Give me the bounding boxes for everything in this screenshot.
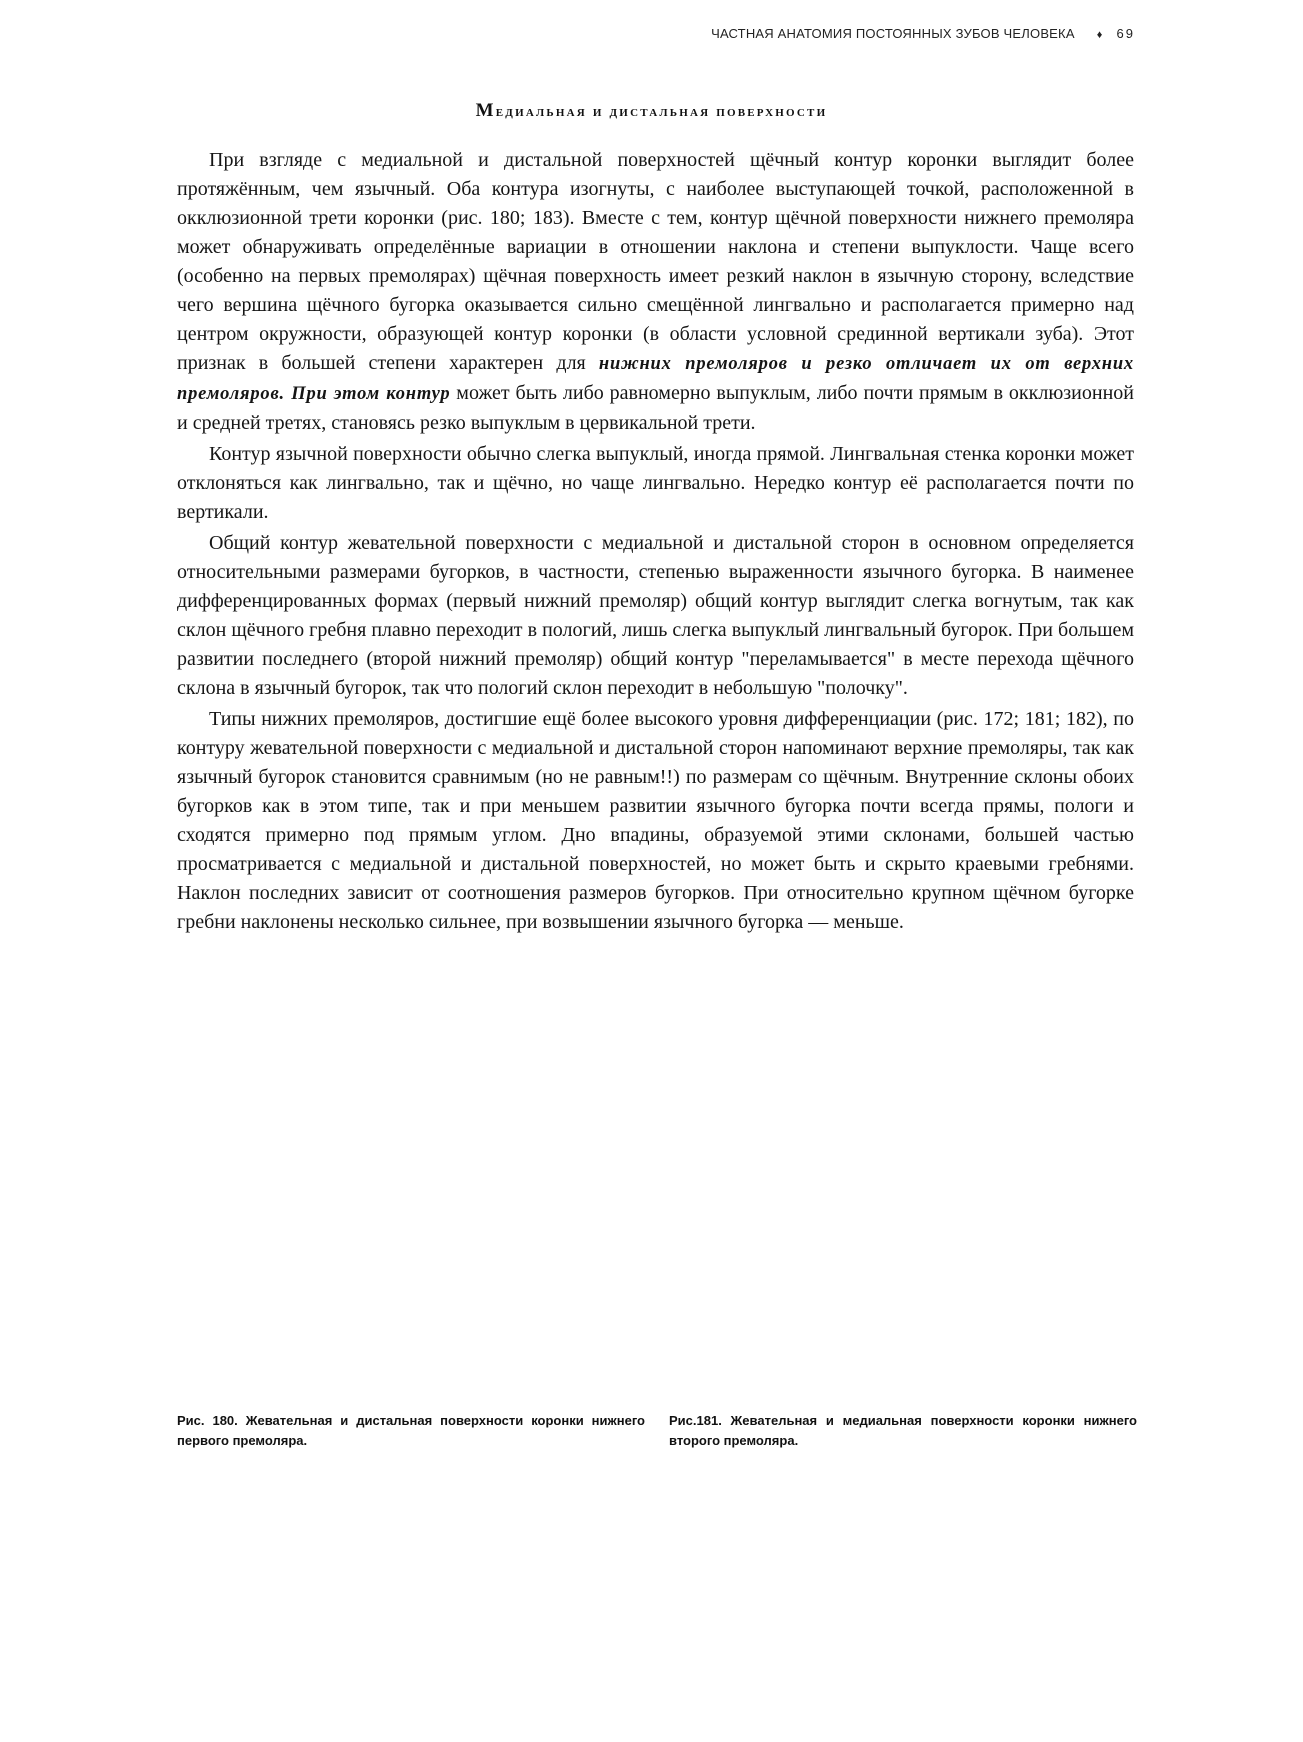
diamond-separator-icon: ♦ (1096, 29, 1103, 41)
section-heading-text: едиальная и дистальная поверхности (495, 104, 828, 120)
paragraph-1-emphasis: нижних премоляров и резко отличает их от верхних премоляров. При этом контур (177, 354, 1134, 404)
paragraph-1 (177, 146, 1134, 438)
page-number: 69 (1116, 26, 1135, 41)
paragraph-3: Общий контур жевательной поверхности с медиальной и дистальной сторон в основном определяется относительными размерами бугорков, в частности, степенью выраженности язычного бугорка. В наименее дифференцированных формах (первый нижний премоляр) общий контур выглядит слегка вогнутым, так как склон щёчного гребня плавно переходит в пологий, лишь слегка выпуклый лингвальный бугорок. При большем развитии последнего (второй нижний премоляр) общий контур "переламывается" в месте перехода щёчного склона в язычный бугорок, так что пологий склон переходит в небольшую "полочку". (177, 532, 1134, 699)
paragraph-2: Контур язычной поверхности обычно слегка выпуклый, иногда прямой. Лингвальная стенка коронки может отклоняться как лингвально, так и щёчно, но чаще лингвально. Нередко контур её располагается почти по вертикали. (177, 443, 1134, 523)
running-title: ЧАСТНАЯ АНАТОМИЯ ПОСТОЯННЫХ ЗУБОВ ЧЕЛОВЕКА (711, 26, 1075, 41)
paragraph-1-part-a: При взгляде с медиальной и дистальной поверхностей щёчный контур коронки выглядит более протяжённым, чем язычный. Оба контура изогнуты, с наиболее выступающей точкой, расположенной в окклюзионной трети коронки (рис. 180; 183). Вместе с тем, контур щёчной поверхности нижнего премоляра может обнаруживать определённые вариации в отношении наклона и степени выпуклости. Чаще всего (особенно на первых премолярах) щёчная поверхность имеет резкий наклон в язычную сторону, вследствие чего вершина щёчного бугорка оказывается сильно смещённой лингвально и располагается примерно над центром окружности, образующей контур коронки (в области условной срединной вертикали зуба). Этот признак в большей степени характерен для (177, 149, 1134, 374)
figure-180-caption: Рис. 180. Жевательная и дистальная поверхности коронки нижнего первого премоляра. (177, 1413, 645, 1448)
section-heading-initial: М (475, 100, 496, 121)
body-text (177, 146, 1134, 939)
figure-181-caption: Рис.181. Жевательная и медиальная поверхности коронки нижнего второго премоляра. (669, 1413, 1137, 1448)
section-heading (0, 100, 1303, 122)
running-head (711, 26, 1135, 41)
paragraph-4: Типы нижних премоляров, достигшие ещё более высокого уровня дифференциации (рис. 172; 181; 182), по контуру жевательной поверхности с медиальной и дистальной сторон напоминают верхние премоляры, так как язычный бугорок становится сравнимым (но не равным!!) по размерам со щёчным. Внутренние склоны обоих бугорков как в этом типе, так и при меньшем развитии язычного бугорка почти всегда прямы, пологи и сходятся примерно под прямым углом. Дно впадины, образуемой этими склонами, большей частью просматривается с медиальной и дистальной поверхностей, но может быть и скрыто краевыми гребнями. Наклон последних зависит от соотношения размеров бугорков. При относительно крупном щёчном бугорке гребни наклонены несколько сильнее, при возвышении язычного бугорка — меньше. (177, 708, 1134, 933)
paragraph-1-part-b: может быть либо равномерно выпуклым, либо почти прямым в окклюзионной и средней третях, становясь резко выпуклым в цервикальной трети. (177, 382, 1134, 434)
